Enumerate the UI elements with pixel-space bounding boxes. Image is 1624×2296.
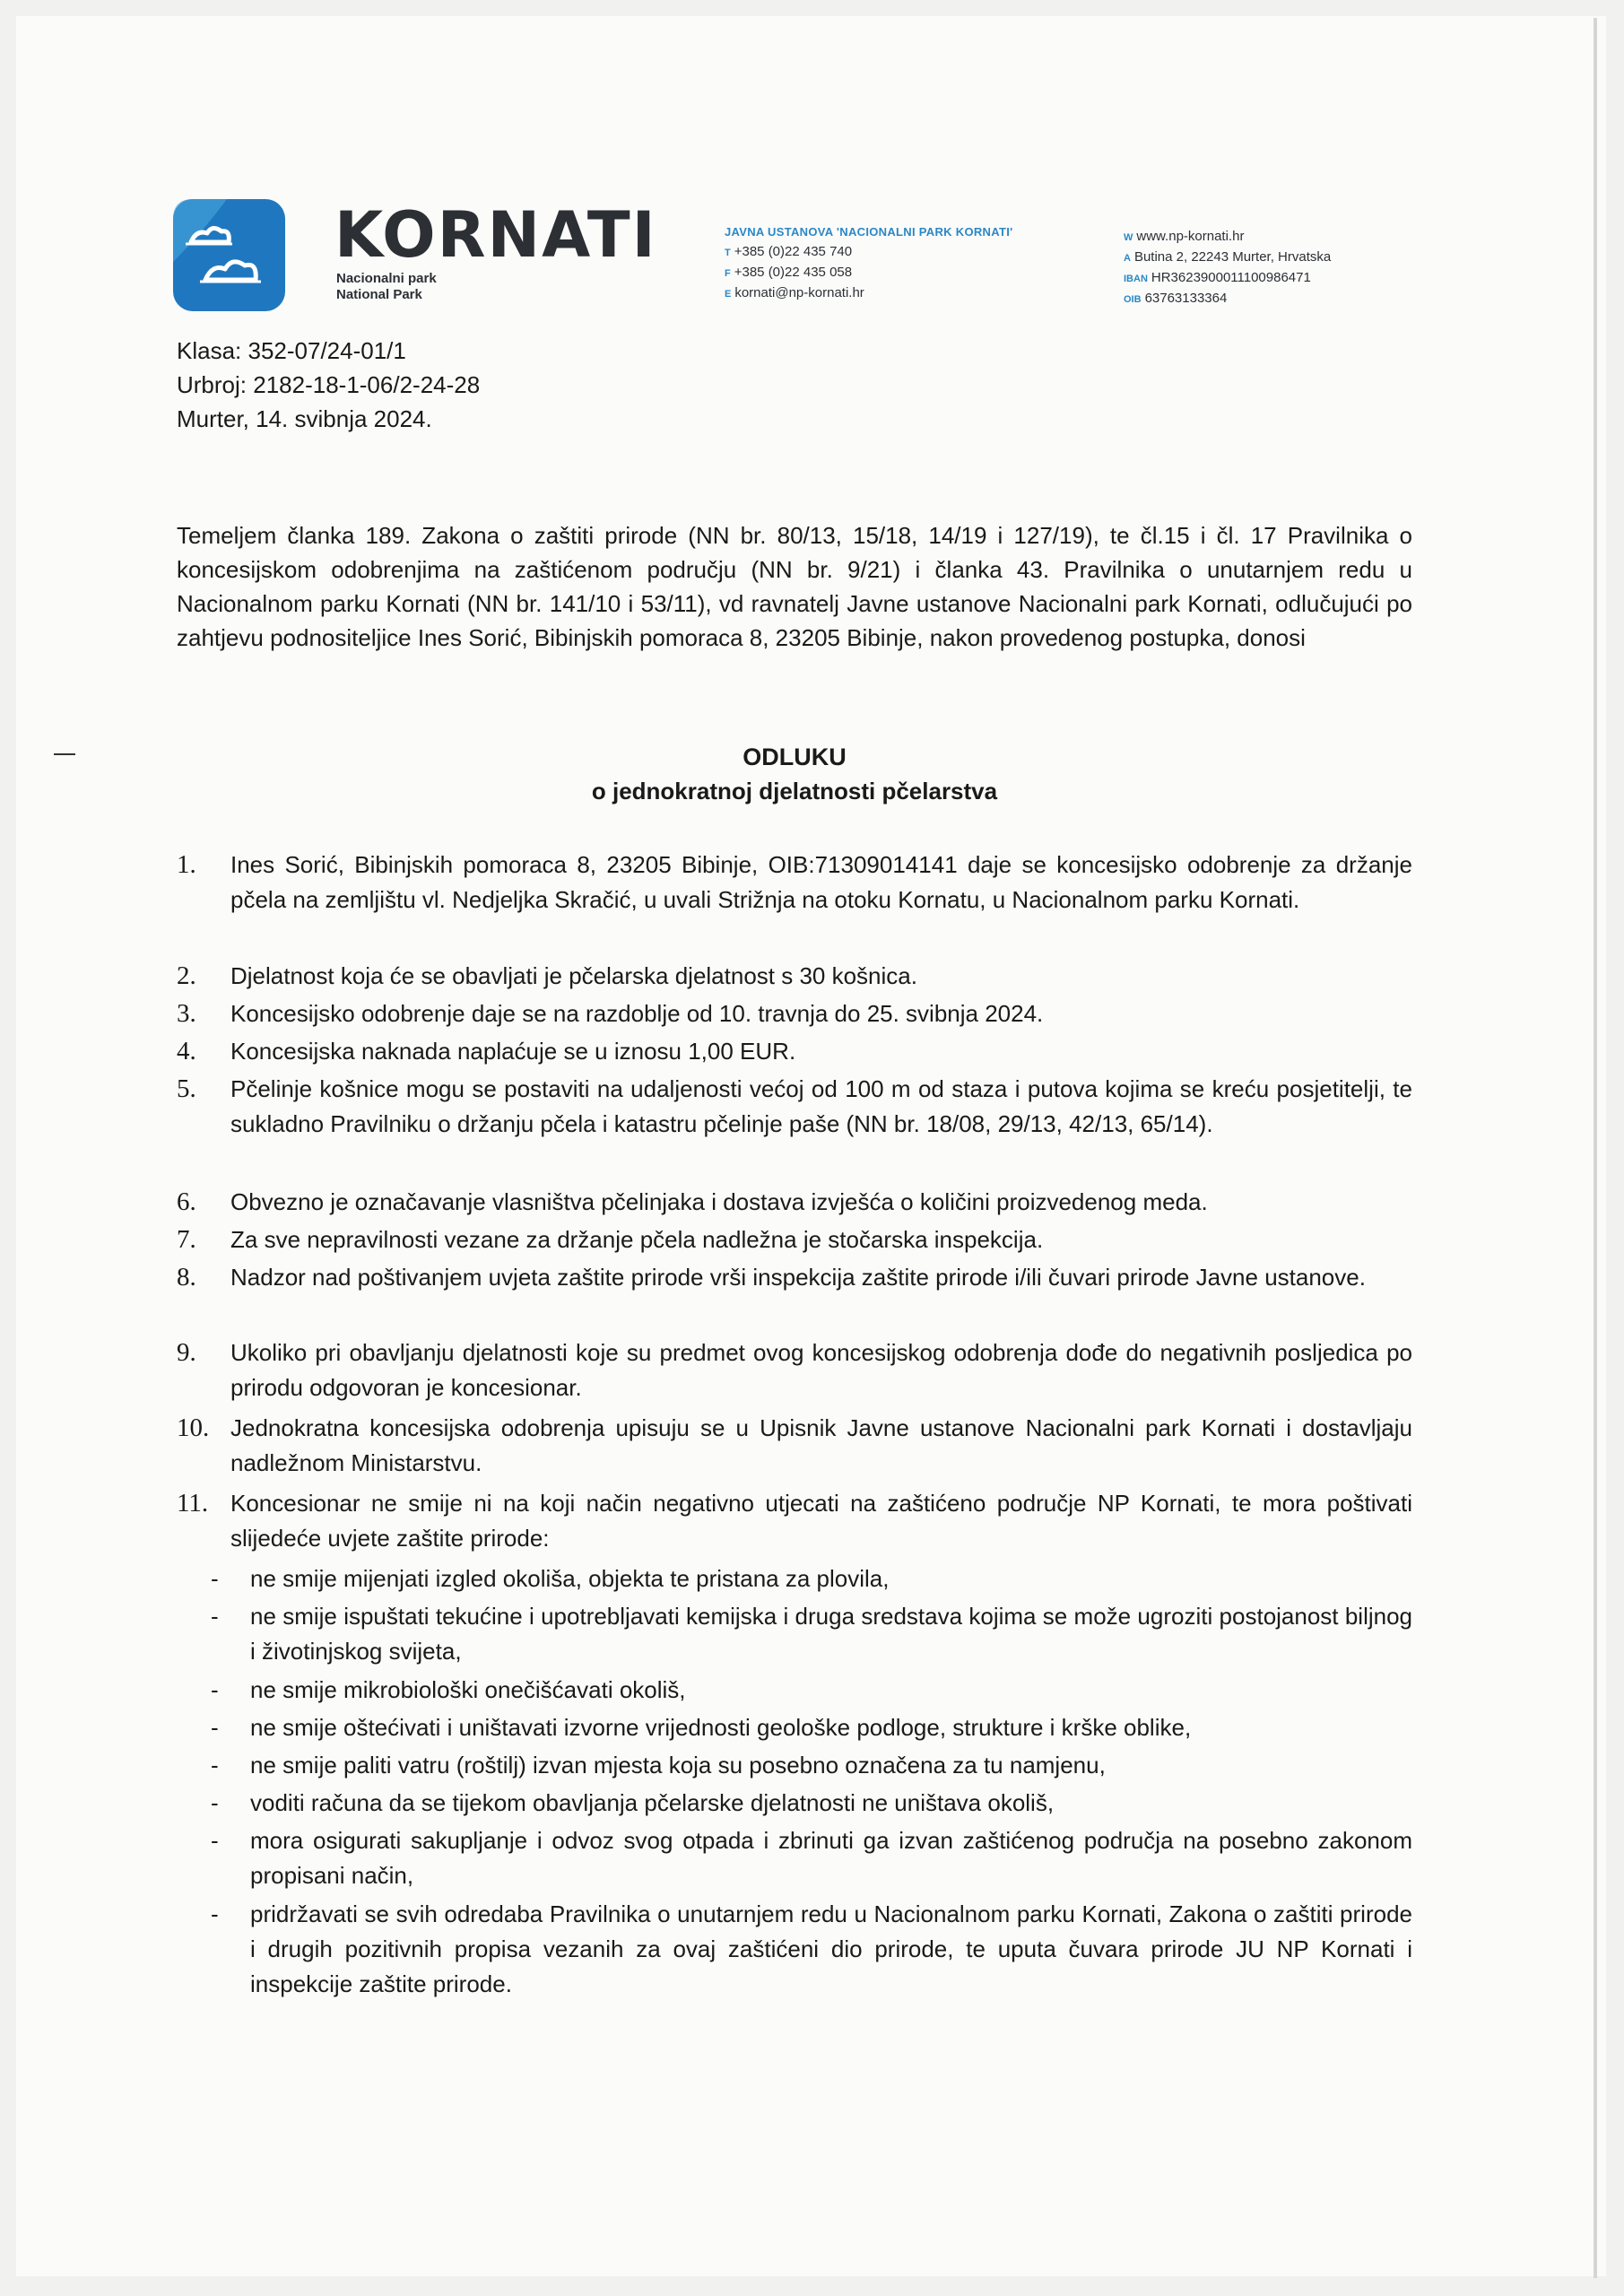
condition-text: mora osigurati sakupljanje i odvoz svog otpada i zbrinuti ga izvan zaštićenog područja na posebno zakonom propisani način, xyxy=(250,1827,1412,1889)
bullet-dash: - xyxy=(211,1565,219,1592)
item-number: 9. xyxy=(177,1338,196,1367)
condition-item xyxy=(211,1748,1412,1783)
condition-text: ne smije mijenjati izgled okoliša, objekta te pristana za plovila, xyxy=(250,1565,890,1592)
phone-line: T +385 (0)22 435 740 xyxy=(725,244,853,259)
place-date: Murter, 14. svibnja 2024. xyxy=(177,405,432,432)
contact-block-right xyxy=(1124,227,1331,309)
item-text: Djelatnost koja će se obavljati je pčelarska djelatnost s 30 košnica. xyxy=(230,962,917,989)
bullet-dash: - xyxy=(211,1900,219,1927)
iban-value: HR3623900011100986471 xyxy=(1151,270,1311,285)
item-number: 6. xyxy=(177,1187,196,1216)
item-number: 10. xyxy=(177,1413,210,1442)
klasa: Klasa: 352-07/24-01/1 xyxy=(177,337,406,364)
condition-text: ne smije mikrobiološki onečišćavati okoliš, xyxy=(250,1676,686,1703)
document-meta xyxy=(177,334,480,436)
decision-title: ODLUKU xyxy=(743,744,847,770)
address-line: A Butina 2, 22243 Murter, Hrvatska xyxy=(1124,249,1332,265)
item-number: 8. xyxy=(177,1263,196,1292)
item-number: 11. xyxy=(177,1489,209,1518)
page-edge xyxy=(1594,18,1597,2278)
item-number: 1. xyxy=(177,850,196,879)
preamble-paragraph: Temeljem članka 189. Zakona o zaštiti prirode (NN br. 80/13, 15/18, 14/19 i 127/19), te čl.15 i čl. 17 Pravilnika o koncesijskom odobrenjima na zaštićenom području (NN br. 9/21) i članka 43. Pravilnika o unutarnjem redu u Nacionalnom parku Kornati (NN br. 141/10 i 53/11), vd ravnatelj Javne ustanove Nacionalni park Kornati, odlučujući po zahtjevu podnositeljice Ines Sorić, Bibinjskih pomoraca 8, 23205 Bibinje, nakon provedenog postupka, donosi xyxy=(177,522,1412,651)
decision-subtitle: o jednokratnoj djelatnosti pčelarstva xyxy=(591,778,998,804)
item-text: Koncesionar ne smije ni na koji način negativno utjecati na zaštićeno područje NP Kornati, te mora poštivati slijedeće uvjete zaštite prirode: xyxy=(230,1490,1412,1552)
condition-item xyxy=(211,1599,1412,1669)
email-value[interactable]: kornati@np-kornati.hr xyxy=(734,285,864,300)
condition-text: voditi računa da se tijekom obavljanja pčelarske djelatnosti ne uništava okoliš, xyxy=(250,1789,1055,1816)
iban-line: IBAN HR3623900011100986471 xyxy=(1124,270,1311,285)
urbroj: Urbroj: 2182-18-1-06/2-24-28 xyxy=(177,371,481,398)
list-item xyxy=(177,1335,1412,1405)
condition-text: ne smije ispuštati tekućine i upotrebljavati kemijska i druga sredstava kojima se može ugroziti postojanost biljnog i životinjskog svijeta, xyxy=(250,1603,1412,1665)
oib-line: OIB 63763133364 xyxy=(1124,291,1228,306)
list-item xyxy=(177,1072,1412,1142)
brand-subtitle-hr: Nacionalni park xyxy=(336,271,437,286)
condition-item xyxy=(211,1823,1412,1893)
address-value: Butina 2, 22243 Murter, Hrvatska xyxy=(1133,249,1332,265)
list-item xyxy=(177,1411,1412,1481)
fax-line: F +385 (0)22 435 058 xyxy=(725,265,853,280)
list-item xyxy=(177,1034,1412,1069)
condition-text: pridržavati se svih odredaba Pravilnika o unutarnjem redu u Nacionalnom parku Kornati, Zakona o zaštiti prirode i drugih pozitivnih propisa vezanih za ovaj zaštićeni dio prirode, te uputa čuvara prirode JU NP Kornati i inspekcije zaštite prirode. xyxy=(250,1900,1412,1997)
item-number: 7. xyxy=(177,1225,196,1254)
item-text: Koncesijska naknada naplaćuje se u iznosu 1,00 EUR. xyxy=(230,1038,796,1065)
item-text: Nadzor nad poštivanjem uvjeta zaštite prirode vrši inspekcija zaštite prirode i/ili čuvari prirode Javne ustanove. xyxy=(230,1264,1366,1291)
condition-text: ne smije oštećivati i uništavati izvorne vrijednosti geološke podloge, strukture i krške oblike, xyxy=(250,1714,1192,1741)
bullet-dash: - xyxy=(211,1789,219,1816)
item-text: Jednokratna koncesijska odobrenja upisuju se u Upisnik Javne ustanove Nacionalni park Kornati i dostavljaju nadležnom Ministarstvu. xyxy=(230,1414,1412,1476)
condition-item xyxy=(211,1786,1412,1821)
brand-title: KORNATI xyxy=(334,198,657,272)
fax-value: +385 (0)22 435 058 xyxy=(734,265,853,280)
list-item xyxy=(177,959,1412,994)
email-line: E kornati@np-kornati.hr xyxy=(725,285,864,300)
oib-value: 63763133364 xyxy=(1144,291,1228,306)
letterhead-logo xyxy=(173,198,657,316)
bullet-dash: - xyxy=(211,1714,219,1741)
condition-item xyxy=(211,1673,1412,1708)
item-number: 3. xyxy=(177,999,196,1028)
item-text: Pčelinje košnice mogu se postaviti na udaljenosti većoj od 100 m od staza i putova kojima se kreću posjetitelji, te sukladno Pravilniku o držanju pčela i katastru pčelinje paše (NN br. 18/08, 29/13, 42/13, 65/14). xyxy=(230,1075,1412,1137)
item-number: 5. xyxy=(177,1074,196,1103)
list-item xyxy=(177,1486,1412,1556)
bullet-dash: - xyxy=(211,1676,219,1703)
item-text: Za sve nepravilnosti vezane za držanje pčela nadležna je stočarska inspekcija. xyxy=(230,1226,1044,1253)
item-number: 2. xyxy=(177,961,196,990)
list-item xyxy=(177,1260,1412,1295)
item-number: 4. xyxy=(177,1037,196,1065)
bullet-dash: - xyxy=(211,1603,219,1630)
condition-text: ne smije paliti vatru (roštilj) izvan mjesta koja su posebno označena za tu namjenu, xyxy=(250,1752,1106,1779)
condition-item xyxy=(211,1710,1412,1745)
item-text: Ukoliko pri obavljanju djelatnosti koje su predmet ovog koncesijskog odobrenja dođe do negativnih posljedica po prirodu odgovoran je koncesionar. xyxy=(230,1339,1412,1401)
brand-subtitle-en: National Park xyxy=(336,287,422,302)
phone-value: +385 (0)22 435 740 xyxy=(734,244,853,259)
list-item xyxy=(177,848,1412,918)
web-value[interactable]: www.np-kornati.hr xyxy=(1136,229,1245,244)
kornati-logo-icon xyxy=(173,199,285,311)
list-item xyxy=(177,996,1412,1031)
condition-item xyxy=(211,1897,1412,2002)
list-item xyxy=(177,1222,1412,1257)
list-item xyxy=(177,1185,1412,1220)
bullet-dash: - xyxy=(211,1752,219,1779)
item-text: Ines Sorić, Bibinjskih pomoraca 8, 23205 Bibinje, OIB:71309014141 daje se koncesijsko odobrenje za držanje pčela na zemljištu vl. Nedjeljka Skračić, u uvali Strižnja na otoku Kornatu, u Nacionalnom parku Kornati. xyxy=(230,851,1412,913)
item-text: Koncesijsko odobrenje daje se na razdoblje od 10. travnja do 25. svibnja 2024. xyxy=(230,1000,1044,1027)
item-text: Obvezno je označavanje vlasništva pčelinjaka i dostava izvješća o količini proizvedenog meda. xyxy=(230,1188,1208,1215)
institution-name: JAVNA USTANOVA 'NACIONALNI PARK KORNATI' xyxy=(725,225,1013,239)
web-line: W www.np-kornati.hr xyxy=(1124,229,1245,244)
contact-block-left xyxy=(725,222,1013,304)
bullet-dash: - xyxy=(211,1827,219,1854)
condition-item xyxy=(211,1561,1412,1596)
